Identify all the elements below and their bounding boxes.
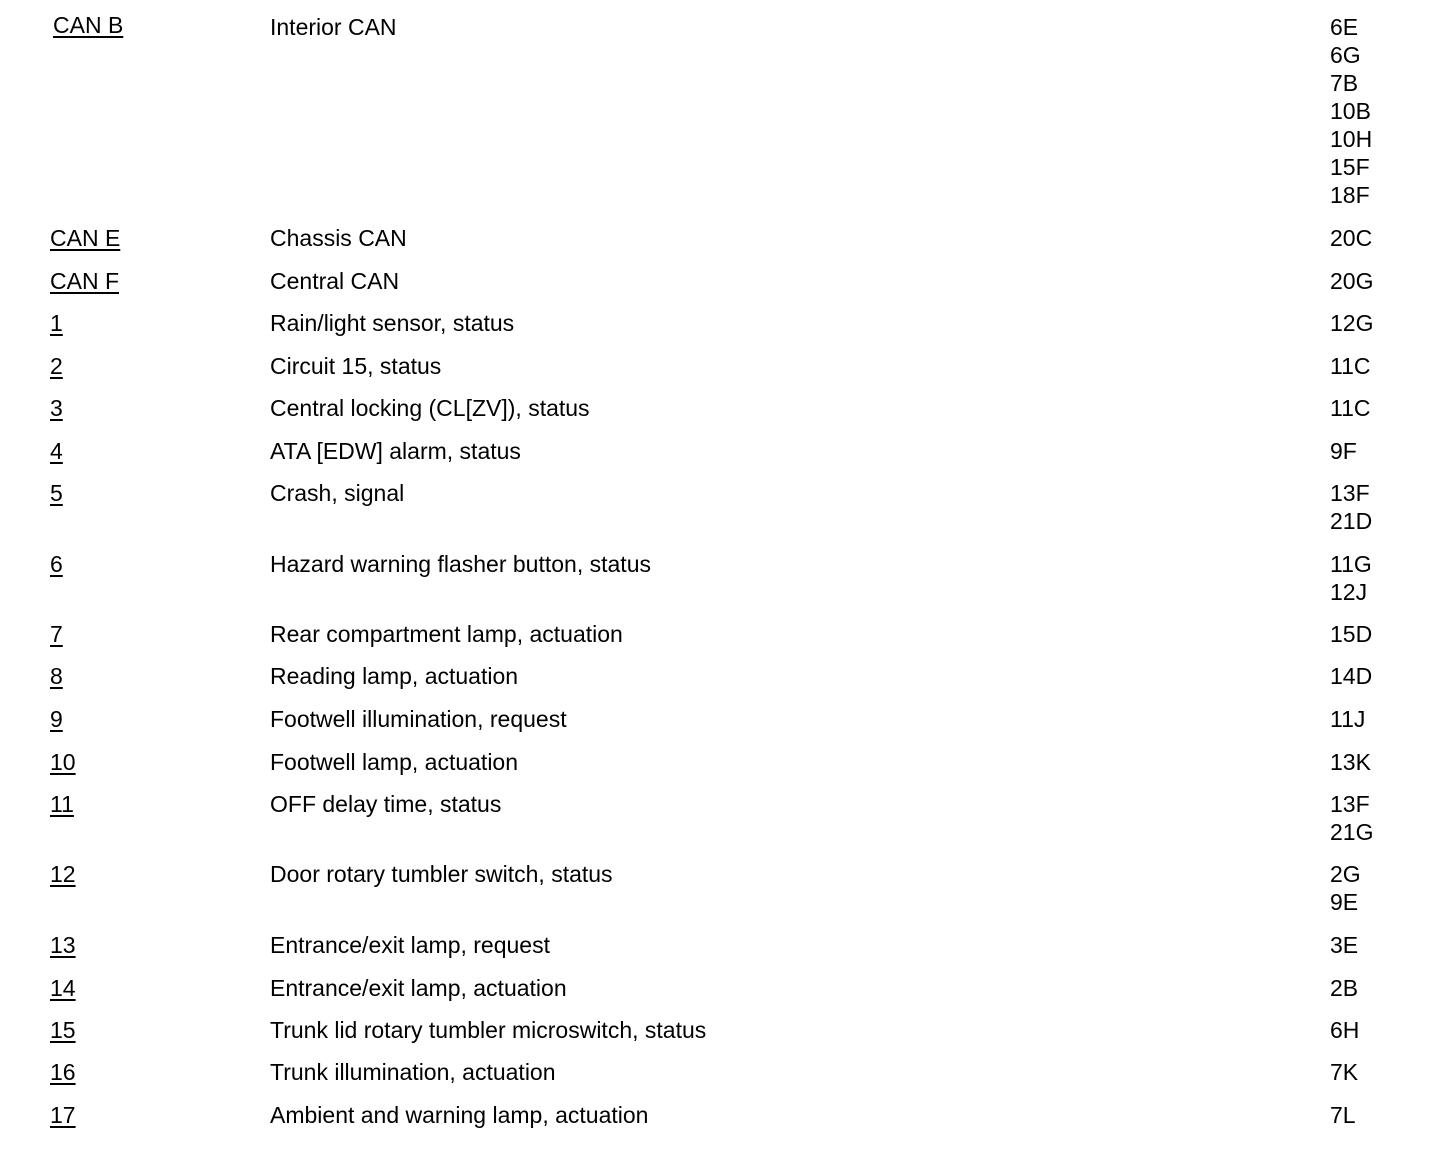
legend-row-code: 1	[50, 310, 63, 336]
legend-row-refs	[1330, 437, 1357, 465]
legend-row-refs	[1330, 790, 1373, 846]
legend-row-description: Trunk illumination, actuation	[270, 1059, 556, 1085]
legend-row-description: OFF delay time, status	[270, 791, 502, 817]
legend-row-description: Door rotary tumbler switch, status	[270, 861, 613, 887]
legend-row-code: 8	[50, 663, 63, 689]
legend-row-description: Ambient and warning lamp, actuation	[270, 1102, 649, 1128]
legend-row-ref: 14D	[1330, 663, 1373, 689]
legend-row-ref: 13F	[1330, 480, 1370, 506]
legend-row-ref: 10B	[1330, 98, 1371, 124]
legend-row-description: Footwell illumination, request	[270, 706, 567, 732]
legend-row-description: Rear compartment lamp, actuation	[270, 621, 623, 647]
legend-row-refs	[1330, 1058, 1358, 1086]
legend-row-code: 12	[50, 861, 76, 887]
legend-row-ref: 10H	[1330, 126, 1373, 152]
legend-row-code: 5	[50, 480, 63, 506]
legend-row-ref: 11C	[1330, 353, 1371, 379]
legend-row-ref: 11C	[1330, 395, 1371, 421]
legend-row-description: Hazard warning flasher button, status	[270, 551, 651, 577]
legend-row-refs	[1330, 860, 1361, 916]
legend-row-code: 3	[50, 395, 63, 421]
legend-row-refs	[1330, 479, 1372, 535]
legend-row-refs	[1330, 267, 1373, 295]
legend-row-description: Central CAN	[270, 268, 400, 294]
legend-row-ref: 21G	[1330, 819, 1374, 845]
legend-row-refs	[1330, 662, 1372, 690]
legend-row-refs	[1330, 1101, 1356, 1129]
legend-row-description: Trunk lid rotary tumbler microswitch, status	[270, 1017, 707, 1043]
legend-row-description: Interior CAN	[270, 14, 397, 40]
legend-row-refs	[1330, 974, 1358, 1002]
legend-row-refs	[1330, 931, 1358, 959]
legend-row-description: Chassis CAN	[270, 225, 407, 251]
legend-row-description: Entrance/exit lamp, actuation	[270, 975, 567, 1001]
legend-row-code: 2	[50, 353, 63, 379]
legend-row-code: 15	[50, 1017, 76, 1043]
legend-row-ref: 6H	[1330, 1017, 1360, 1043]
legend-row-ref: 15D	[1330, 621, 1373, 647]
legend-row-ref: 2G	[1330, 861, 1361, 887]
legend-row-code: 4	[50, 438, 63, 464]
legend-row-code: CAN B	[53, 12, 124, 38]
legend-row-refs	[1330, 748, 1371, 776]
legend-row-code: 7	[50, 621, 63, 647]
legend-row-ref: 15F	[1330, 154, 1370, 180]
legend-row-description: Central locking (CL[ZV]), status	[270, 395, 590, 421]
legend-row-ref: 20G	[1330, 268, 1374, 294]
legend-row-code: 10	[50, 749, 76, 775]
legend-row-refs	[1330, 394, 1371, 422]
legend-row-ref: 7L	[1330, 1102, 1356, 1128]
legend-row-description: ATA [EDW] alarm, status	[270, 438, 521, 464]
legend-row-description: Rain/light sensor, status	[270, 310, 515, 336]
legend-row-ref: 12J	[1330, 579, 1368, 605]
legend-row-code: CAN F	[50, 268, 119, 294]
legend-row-ref: 20C	[1330, 225, 1373, 251]
legend-row-code: 16	[50, 1059, 76, 1085]
legend-row-ref: 12G	[1330, 310, 1374, 336]
legend-row-refs	[1330, 13, 1372, 209]
legend-row-ref: 3E	[1330, 932, 1359, 958]
legend-row-code: 14	[50, 975, 76, 1001]
legend-row-code: CAN E	[50, 225, 121, 251]
legend-row-refs	[1330, 705, 1365, 733]
legend-row-code: 9	[50, 706, 63, 732]
legend-row-code: 11	[50, 791, 74, 817]
legend-row-description: Entrance/exit lamp, request	[270, 932, 550, 958]
legend-row-description: Footwell lamp, actuation	[270, 749, 519, 775]
legend-row-ref: 18F	[1330, 182, 1370, 208]
legend-row-ref: 6E	[1330, 14, 1359, 40]
legend-row-refs	[1330, 309, 1373, 337]
legend-row-code: 6	[50, 551, 63, 577]
legend-row-ref: 11G	[1330, 551, 1372, 577]
legend-row-refs	[1330, 550, 1372, 606]
legend-row-description: Reading lamp, actuation	[270, 663, 519, 689]
legend-row-ref: 9F	[1330, 438, 1357, 464]
legend-row-ref: 9E	[1330, 889, 1359, 915]
legend-row-ref: 11J	[1330, 706, 1366, 732]
legend-row-code: 17	[50, 1102, 76, 1128]
legend-row-ref: 21D	[1330, 508, 1373, 534]
legend-row-ref: 13F	[1330, 791, 1370, 817]
legend-row-description: Circuit 15, status	[270, 353, 442, 379]
legend-row-ref: 7B	[1330, 70, 1359, 96]
legend-row-ref: 7K	[1330, 1059, 1359, 1085]
legend-row-refs	[1330, 224, 1372, 252]
legend-row-refs	[1330, 352, 1371, 380]
legend-row-code: 13	[50, 932, 76, 958]
legend-row-refs	[1330, 620, 1372, 648]
legend-row-description: Crash, signal	[270, 480, 405, 506]
legend-row-ref: 2B	[1330, 975, 1359, 1001]
legend-row-ref: 13K	[1330, 749, 1371, 775]
legend-row-refs	[1330, 1016, 1359, 1044]
legend-row-ref: 6G	[1330, 42, 1361, 68]
